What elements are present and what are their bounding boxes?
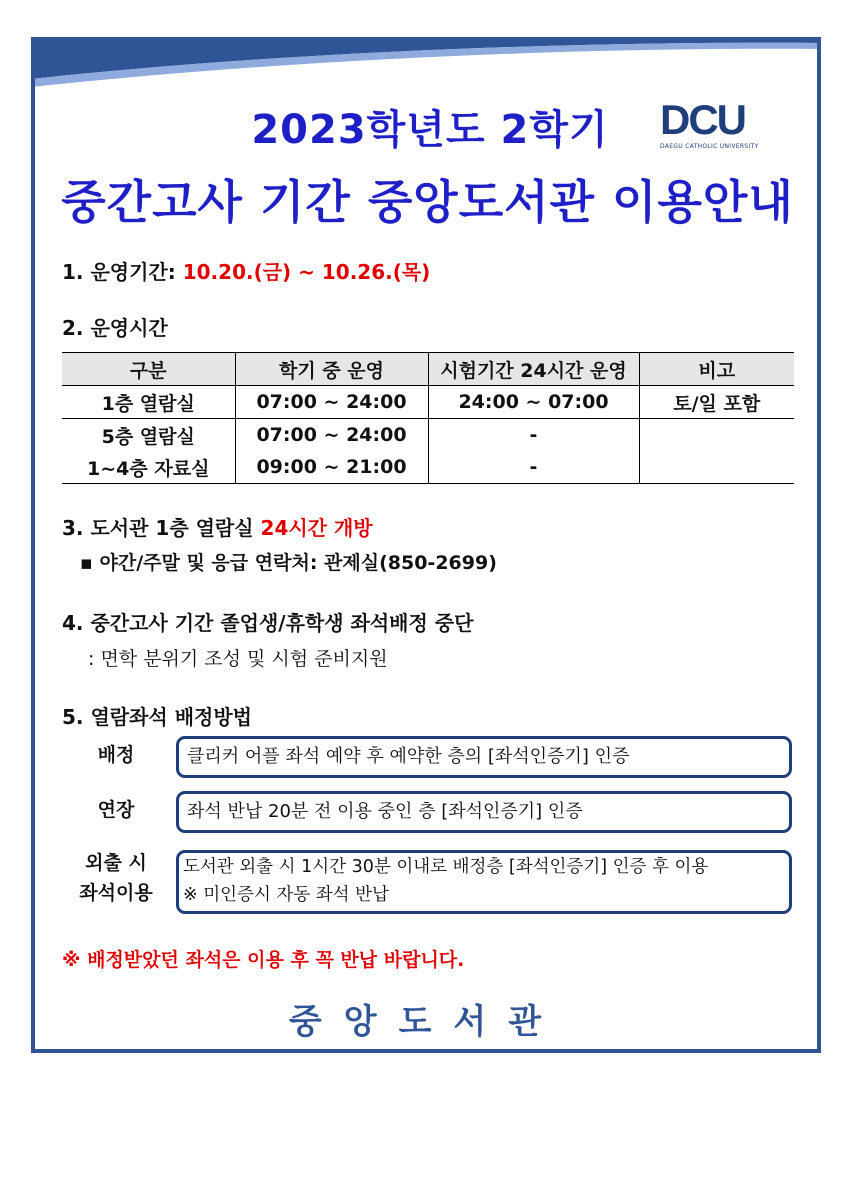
- section-3-highlight: 24시간 개방: [260, 516, 373, 540]
- table-cell: -: [428, 451, 639, 484]
- footer-library-name: 중앙도서관: [288, 1002, 564, 1042]
- table-cell: 07:00 ~ 24:00: [235, 386, 428, 419]
- method-box-outing: [176, 850, 792, 914]
- table-cell: 24:00 ~ 07:00: [428, 386, 639, 419]
- table-cell: 토/일 포함: [639, 386, 794, 419]
- table-cell: 5층 열람실: [101, 425, 195, 448]
- table-cell: 1층 열람실: [62, 386, 235, 419]
- col-header: 학기 중 운영: [235, 353, 428, 386]
- section-2-hours: 2. 운영시간: [62, 316, 168, 340]
- method-desc: 도서관 외출 시 1시간 30분 이내로 배정층 [좌석인증기] 인증 후 이용: [183, 857, 709, 877]
- logo-mark: DCU: [660, 96, 745, 143]
- method-box-assign: [176, 736, 792, 778]
- method-desc: 클리커 어플 좌석 예약 후 예약한 층의 [좌석인증기] 인증: [187, 746, 630, 767]
- method-label-extend: 연장: [97, 799, 135, 821]
- section-1-period: [62, 256, 430, 285]
- method-desc: ※ 미인증시 자동 좌석 반납: [183, 885, 389, 905]
- method-label-line: 외출 시: [85, 852, 147, 874]
- return-notice: ※ 배정받았던 좌석은 이용 후 꼭 반납 바랍니다.: [62, 949, 465, 971]
- method-label-outing: [62, 848, 170, 908]
- table-row: [62, 451, 794, 484]
- table-row: [62, 419, 794, 452]
- table-cell: [639, 419, 794, 452]
- section-4-detail: : 면학 분위기 조성 및 시험 준비지원: [88, 648, 388, 670]
- table-cell: 07:00 ~ 24:00: [235, 419, 428, 452]
- method-label-assign: 배정: [97, 744, 135, 766]
- emergency-contact: ▪ 야간/주말 및 응급 연락처: 관제실(850-2699): [80, 552, 497, 574]
- method-box-extend: [176, 791, 792, 833]
- table-row: [62, 386, 794, 419]
- col-header: 구분: [62, 353, 235, 386]
- section-5-seating: 5. 열람좌석 배정방법: [62, 705, 252, 729]
- dcu-logo: [660, 98, 760, 150]
- method-desc: 좌석 반납 20분 전 이용 중인 층 [좌석인증기] 인증: [187, 801, 583, 822]
- table-cell: 1~4층 자료실: [62, 451, 235, 484]
- section-3-24h: [62, 512, 373, 541]
- period-label: 1. 운영기간:: [62, 260, 183, 284]
- logo-subtext: DAEGU CATHOLIC UNIVERSITY: [660, 143, 759, 150]
- table-cell: -: [428, 419, 639, 452]
- col-header: 시험기간 24시간 운영: [428, 353, 639, 386]
- title-line-2: 중간고사 기간 중앙도서관 이용안내: [61, 175, 794, 229]
- section-4-suspension: 4. 중간고사 기간 졸업생/휴학생 좌석배정 중단: [62, 611, 474, 635]
- col-header: 비고: [639, 353, 794, 386]
- period-value: 10.20.(금) ~ 10.26.(목): [182, 260, 431, 284]
- hours-table: [62, 352, 794, 484]
- table-cell: [639, 451, 794, 484]
- section-3-label: 3. 도서관 1층 열람실: [62, 516, 261, 540]
- method-label-line: 좌석이용: [79, 882, 153, 904]
- title-line-1: 2023학년도 2학기: [251, 107, 609, 153]
- table-cell: 09:00 ~ 21:00: [235, 451, 428, 484]
- table-header-row: [62, 353, 794, 386]
